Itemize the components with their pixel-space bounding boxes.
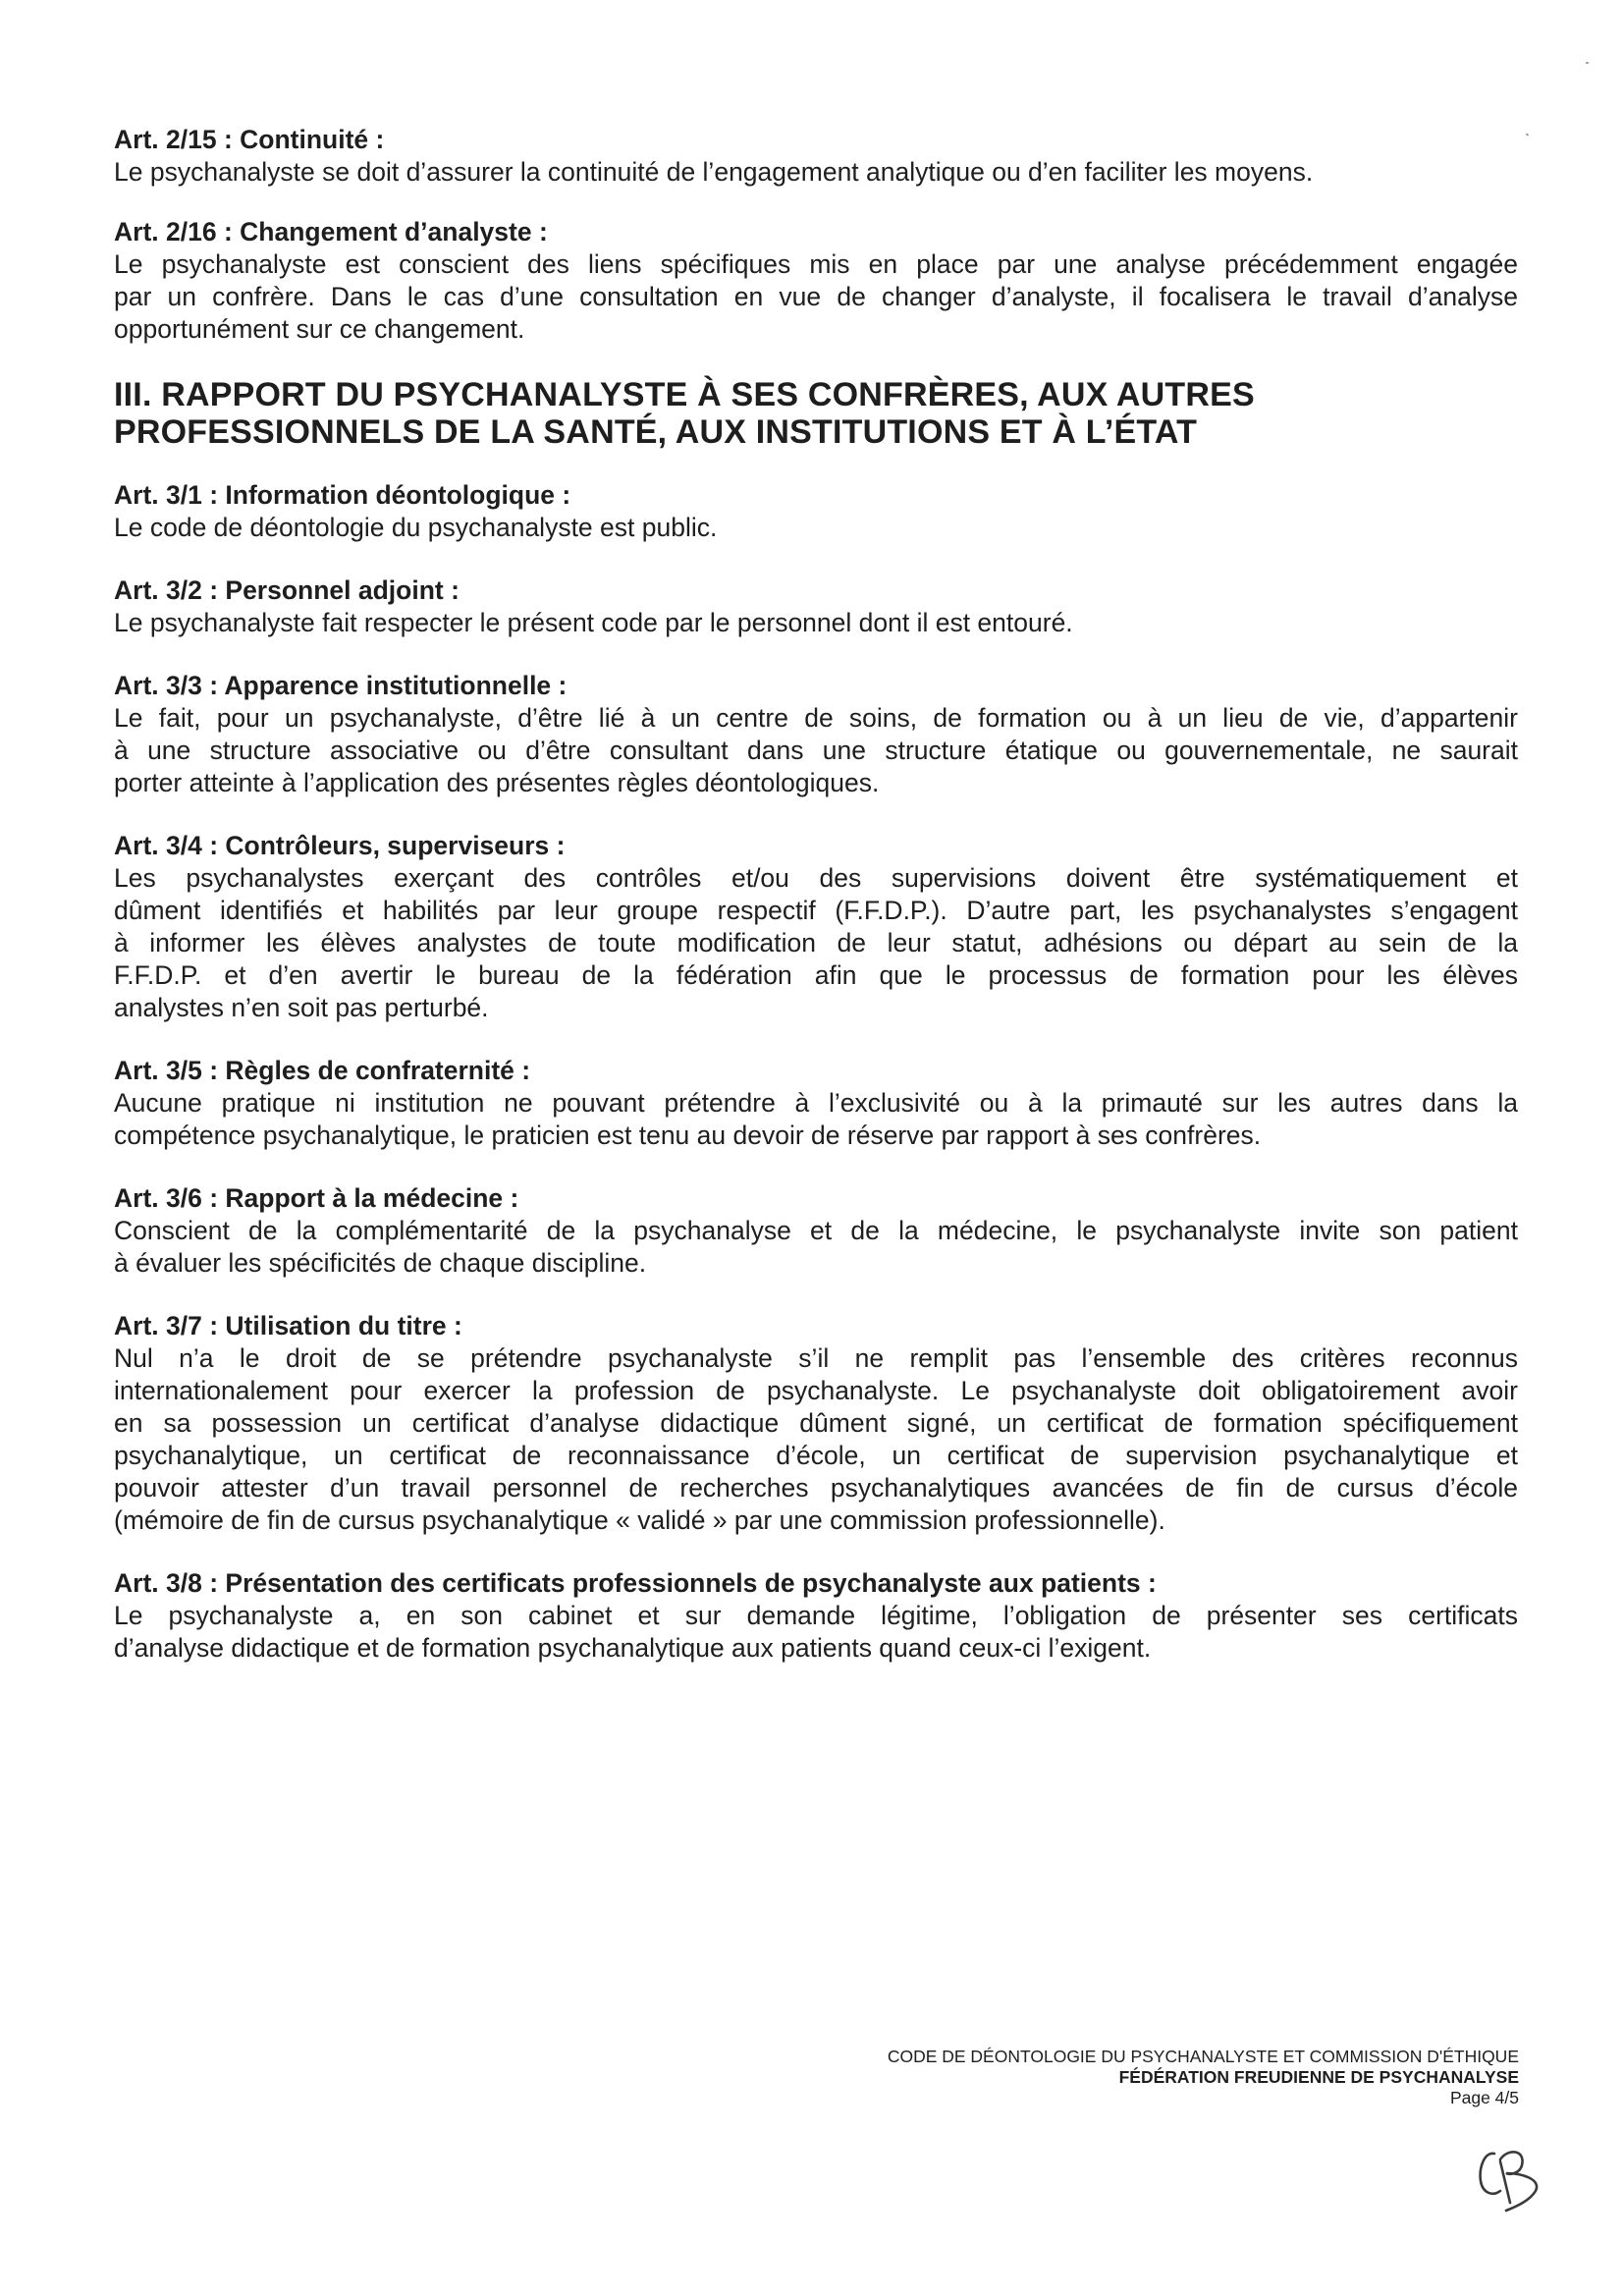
article-text-line: par un confrère. Dans le cas d’une consultation en vue de changer d’analyste, il focalisera le travail d’analyse: [114, 282, 1518, 311]
section-heading-line: III. RAPPORT DU PSYCHANALYSTE À SES CONFRÈRES, AUX AUTRES: [114, 376, 1255, 413]
article-text-line: internationalement pour exercer la profession de psychanalyste. Le psychanalyste doit obligatoirement avoir: [114, 1376, 1518, 1405]
article-text-line: à évaluer les spécificités de chaque discipline.: [114, 1248, 647, 1278]
article-text-line: psychanalytique, un certificat de reconnaissance d’école, un certificat de supervision psychanalytique et: [114, 1441, 1518, 1470]
section-heading: [114, 376, 1518, 451]
article-title: Art. 3/6 : Rapport à la médecine :: [114, 1183, 519, 1213]
article: [114, 670, 1518, 799]
article-title: Art. 3/4 : Contrôleurs, superviseurs :: [114, 831, 566, 860]
article-text-line: dûment identifiés et habilités par leur groupe respectif (F.F.D.P.). D’autre part, les psychanalystes s’engagent: [114, 896, 1518, 925]
scan-speck: [1586, 62, 1589, 64]
scan-speck: [1526, 133, 1530, 136]
article: [114, 1182, 1518, 1280]
article-text-line: Nul n’a le droit de se prétendre psychanalyste s’il ne remplit pas l’ensemble des critères reconnus: [114, 1343, 1518, 1373]
article-text-line: à informer les élèves analystes de toute modification de leur statut, adhésions ou départ au sein de la: [114, 928, 1518, 957]
footer-organization: FÉDÉRATION FREUDIENNE DE PSYCHANALYSE: [1118, 2067, 1519, 2087]
page-number: Page 4/5: [1449, 2088, 1519, 2107]
article: [114, 479, 1518, 544]
article-text-line: Le psychanalyste se doit d’assurer la continuité de l’engagement analytique ou d’en faciliter les moyens.: [114, 157, 1314, 187]
article-text-line: d’analyse didactique et de formation psychanalytique aux patients quand ceux-ci l’exigent.: [114, 1633, 1152, 1663]
article-title: Art. 3/8 : Présentation des certificats professionnels de psychanalyste aux patients :: [114, 1568, 1157, 1598]
article: [114, 830, 1518, 1024]
article: [114, 124, 1518, 189]
section-heading-line: PROFESSIONNELS DE LA SANTÉ, AUX INSTITUTIONS ET À L’ÉTAT: [114, 413, 1198, 451]
article-text-line: Le fait, pour un psychanalyste, d’être lié à un centre de soins, de formation ou à un lieu de vie, d’appartenir: [114, 703, 1518, 733]
article-title: Art. 3/2 : Personnel adjoint :: [114, 575, 460, 605]
article-text-line: (mémoire de fin de cursus psychanalytique « validé » par une commission professionnelle).: [114, 1505, 1165, 1535]
article-text-line: Le psychanalyste est conscient des liens spécifiques mis en place par une analyse précédemment engagée: [114, 249, 1518, 279]
document-body: [114, 124, 1518, 1665]
article-text-line: F.F.D.P. et d’en avertir le bureau de la fédération afin que le processus de formation pour les élèves: [114, 960, 1518, 990]
article-text-line: Le psychanalyste fait respecter le présent code par le personnel dont il est entouré.: [114, 608, 1073, 637]
footer-document-title: CODE DE DÉONTOLOGIE DU PSYCHANALYSTE ET COMMISSION D'ÉTHIQUE: [887, 2047, 1519, 2066]
article-title: Art. 2/15 : Continuité :: [114, 125, 385, 154]
article-text-line: Le psychanalyste a, en son cabinet et sur demande légitime, l’obligation de présenter ses certificats: [114, 1601, 1518, 1630]
article: [114, 1310, 1518, 1537]
article-title: Art. 3/7 : Utilisation du titre :: [114, 1311, 462, 1340]
article: [114, 216, 1518, 346]
article-title: Art. 3/1 : Information déontologique :: [114, 480, 571, 510]
article-text-line: porter atteinte à l’application des présentes règles déontologiques.: [114, 768, 880, 797]
article: [114, 574, 1518, 639]
section-articles: [114, 479, 1518, 1665]
article: [114, 1055, 1518, 1152]
article-text-line: compétence psychanalytique, le praticien est tenu au devoir de réserve par rapport à ses confrères.: [114, 1121, 1262, 1150]
article-text-line: analystes n’en soit pas perturbé.: [114, 993, 489, 1022]
article-title: Art. 3/5 : Règles de confraternité :: [114, 1056, 531, 1085]
signature-initials-icon: [1473, 2146, 1551, 2224]
article-text-line: Le code de déontologie du psychanalyste est public.: [114, 513, 718, 542]
page-footer: [888, 2047, 1519, 2108]
article-text-line: Les psychanalystes exerçant des contrôles et/ou des supervisions doivent être systématiquement et: [114, 863, 1518, 893]
article-text-line: à une structure associative ou d’être consultant dans une structure étatique ou gouvernementale, ne saurait: [114, 736, 1518, 765]
article-text-line: pouvoir attester d’un travail personnel de recherches psychanalytiques avancées de fin de cursus d’école: [114, 1473, 1518, 1503]
article-text-line: opportunément sur ce changement.: [114, 314, 525, 344]
articles-continued: [114, 124, 1518, 346]
article-text-line: Aucune pratique ni institution ne pouvant prétendre à l’exclusivité ou à la primauté sur les autres dans la: [114, 1088, 1518, 1118]
article-text-line: en sa possession un certificat d’analyse didactique dûment signé, un certificat de formation spécifiquement: [114, 1408, 1518, 1438]
article-title: Art. 3/3 : Apparence institutionnelle :: [114, 671, 568, 700]
article-title: Art. 2/16 : Changement d’analyste :: [114, 217, 548, 246]
article-text-line: Conscient de la complémentarité de la psychanalyse et de la médecine, le psychanalyste invite son patient: [114, 1216, 1518, 1245]
article: [114, 1567, 1518, 1665]
